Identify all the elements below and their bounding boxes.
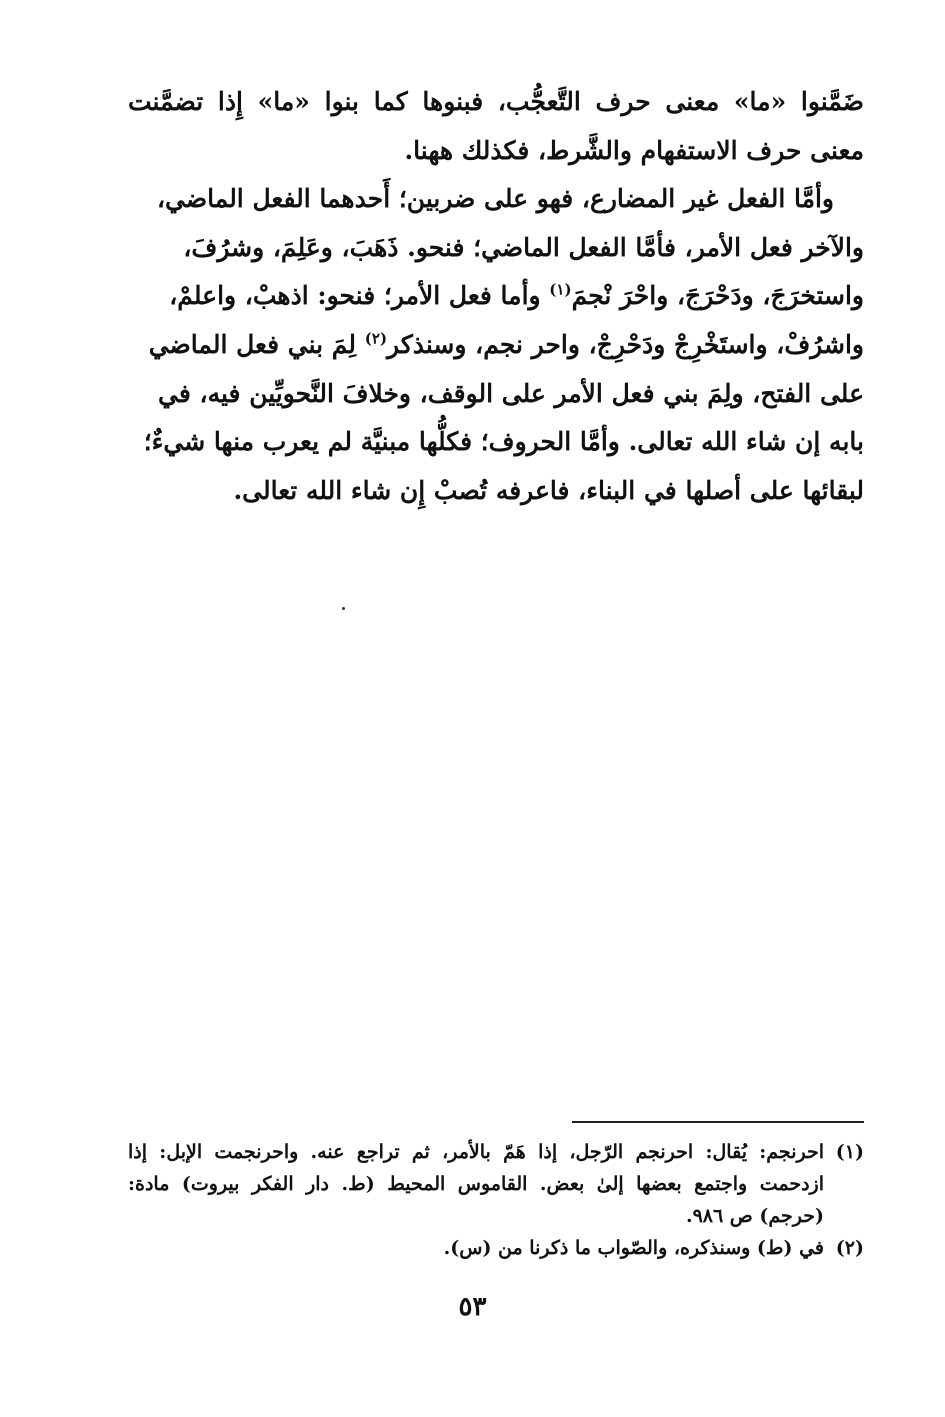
paragraph-1: ضَمَّنوا «ما» معنى حرف التَّعجُّب، فبنوها كما بنوا «ما» إِذا تضمَّنت معنى حرف الاستفهام والشَّرط، فكذلك ههنا. (128, 87, 864, 165)
footnote-2 (128, 1232, 864, 1264)
footnote-number: (٢) (835, 1237, 864, 1259)
footnote-marker-2[interactable]: (٢) (364, 329, 388, 348)
footnote-marker-1[interactable]: (١) (549, 281, 572, 300)
footnote-text: في (ط) وسنذكره، والصّواب ما ذكرنا من (س). (443, 1237, 824, 1259)
paragraph-2-text-1: وأمَّا الفعل غير المضارع، فهو على ضربين؛ أَحدهما الفعل الماضي، والآخر فعل الأمر، فأمَّا الفعل الماضي؛ فنحو. ذَهَبَ، وعَلِمَ، وشرُفَ، واستخرَجَ، ودَحْرَجَ، واحْرَ نْجمَ (156, 184, 864, 311)
footnote-text: احرنجم: يُقال: احرنجم الرّجل، إذا هَمّ بالأمر، ثم تراجع عنه. واحرنجمت الإبل: إذا ازدحمت واجتمع بعضها إلىٰ بعض. القاموس المحيط (ط. دار الفكر بيروت) مادة: (حرجم) ص ٩٨٦. (128, 1141, 824, 1227)
paragraph-2-text-3: لِمَ بني فعل الماضي على الفتح، ولِمَ بني فعل الأمر على الوقف، وخلافَ النَّحويِّين فيه، في بابه إن شاء الله تعالى. وأمَّا الحروف؛ فكلُّها مبنيَّة لم يعرب منها شيءٌ؛ لبقائها على أصلها في البناء، فاعرفه تُصبْ إِن شاء الله تعالى. (143, 329, 864, 505)
page-number: ٥٣ (458, 1292, 487, 1322)
footnotes-section (128, 1136, 864, 1264)
footnote-number: (١) (835, 1141, 864, 1163)
footnote-separator (572, 1121, 864, 1123)
stray-dot (342, 607, 345, 610)
paragraph-2-text-2: وأما فعل الأمر؛ فنحو: اذهبْ، واعلمْ، واشرُفْ، واستَخْرِجْ ودَحْرِجْ، واحر نجم، وسنذكر (169, 281, 864, 359)
main-text (128, 78, 864, 515)
paragraph-2 (128, 175, 864, 515)
footnote-1 (128, 1136, 864, 1232)
